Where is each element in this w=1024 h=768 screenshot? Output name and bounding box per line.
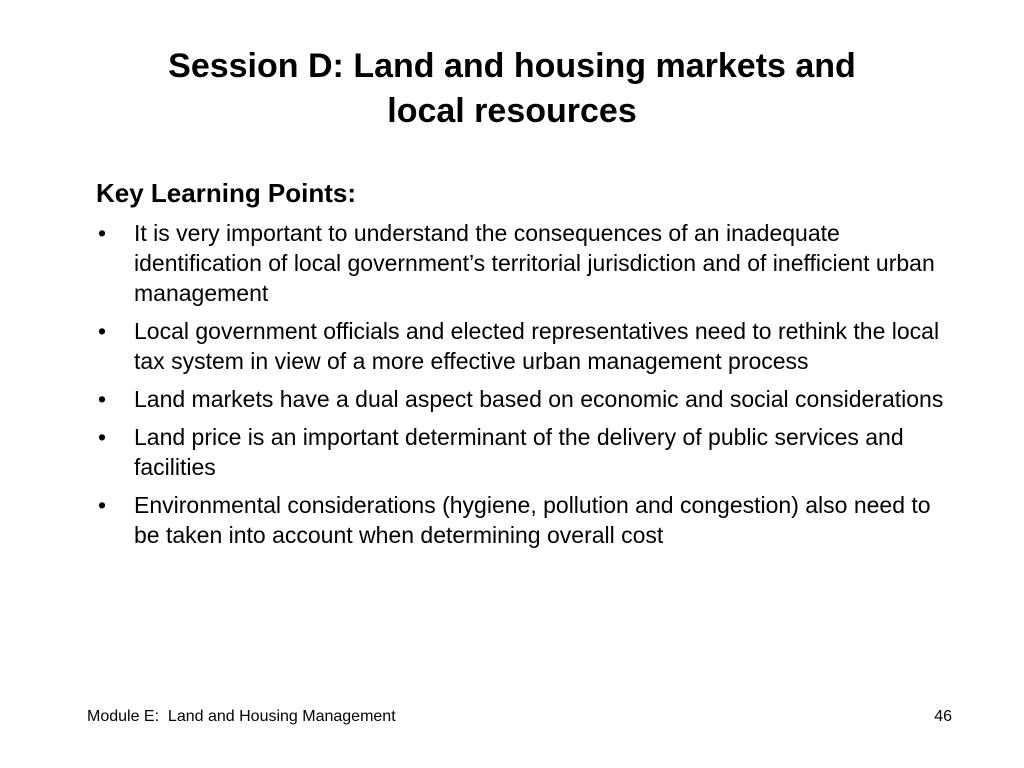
learning-point-text: Land price is an important determinant of the delivery of public services and facilities [134,424,904,480]
slide-title-line-2: local resources [387,92,637,130]
learning-point-text: It is very important to understand the consequences of an inadequate identification of local government’s territorial jurisdiction and of inefficient urban management [134,220,935,306]
slide-content [96,174,956,558]
learning-points-list [96,218,956,550]
bullet-icon: • [98,220,107,246]
bullet-icon: • [98,424,107,450]
learning-point-2 [96,316,956,376]
bullet-icon: • [98,386,107,412]
learning-point-1 [96,218,956,308]
bullet-icon: • [98,318,107,344]
learning-point-3 [96,384,956,414]
key-learning-points-heading: Key Learning Points: [96,178,357,208]
footer-page-number: 46 [934,708,952,725]
learning-point-5 [96,490,956,550]
learning-point-4 [96,422,956,482]
footer-module-label: Module E: Land and Housing Management [87,708,396,725]
learning-point-text: Local government officials and elected representatives need to rethink the local tax system in view of a more effective urban management process [134,318,940,374]
learning-point-text: Environmental considerations (hygiene, pollution and congestion) also need to be taken into account when determining overall cost [134,492,931,548]
slide-title [60,44,964,134]
bullet-icon: • [98,492,107,518]
slide-title-line-1: Session D: Land and housing markets and [168,47,856,85]
learning-point-text: Land markets have a dual aspect based on economic and social considerations [134,386,944,412]
